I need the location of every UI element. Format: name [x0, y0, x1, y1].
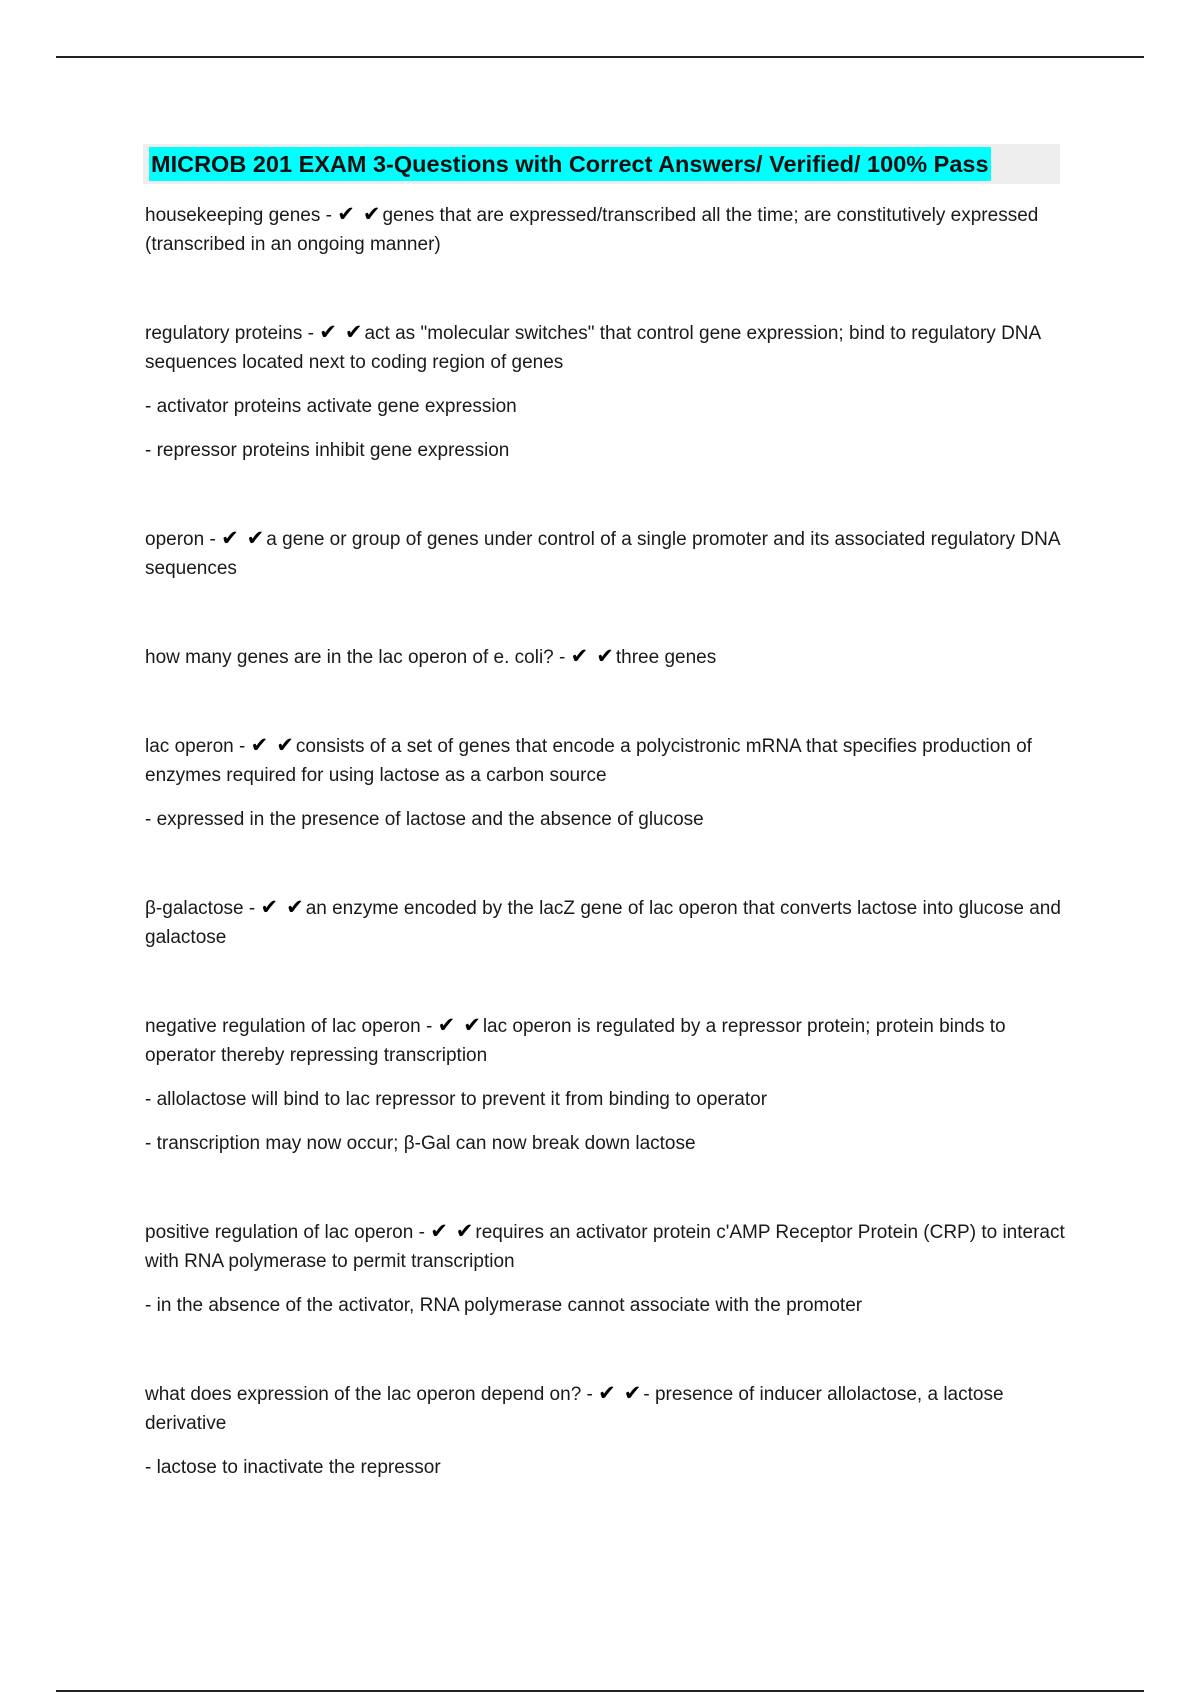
flashcard-note: - expressed in the presence of lactose and the absence of glucose [145, 809, 704, 830]
separator-dash: - [209, 529, 216, 550]
flashcard-question-answer [145, 524, 1075, 583]
separator-dash: - [418, 1222, 425, 1243]
flashcard-entry [145, 200, 1075, 259]
flashcard-note: - allolactose will bind to lac repressor to prevent it from binding to operator [145, 1089, 768, 1110]
flashcard-question-answer [145, 893, 1075, 952]
checkmark-icon: ✔ [570, 644, 589, 668]
flashcard-answer: three genes [615, 647, 717, 668]
flashcard-entry [145, 1011, 1075, 1158]
top-rule [56, 56, 1144, 58]
separator-dash: - [559, 647, 566, 668]
separator-dash: - [586, 1384, 593, 1405]
flashcard-answer: an enzyme encoded by the lacZ gene of lac operon that converts lactose into glucose and galactose [145, 898, 1061, 948]
flashcard-answer: - presence of inducer allolactose, a lactose derivative [145, 1384, 1004, 1434]
document-title: MICROB 201 EXAM 3-Questions with Correct Answers/ Verified/ 100% Pass [149, 147, 991, 181]
checkmark-icon: ✔ [246, 526, 265, 550]
flashcard-question-answer [145, 731, 1075, 790]
checkmark-icon: ✔ [623, 1381, 642, 1405]
flashcard-term: what does expression of the lac operon depend on? [145, 1384, 582, 1405]
flashcard-question-answer [145, 318, 1075, 377]
checkmark-icon: ✔ [260, 895, 279, 919]
flashcard-question-answer [145, 1379, 1075, 1438]
flashcard-term: lac operon [145, 736, 234, 757]
flashcard-answer: a gene or group of genes under control of a single promoter and its associated regulatory DNA sequences [145, 529, 1060, 579]
flashcard-answer: genes that are expressed/transcribed all the time; are constitutively expressed (transcribed in an ongoing manner) [145, 205, 1039, 255]
flashcard-term: operon [145, 529, 205, 550]
separator-dash: - [425, 1016, 433, 1037]
separator-dash: - [325, 205, 332, 226]
flashcard-question-answer [145, 200, 1075, 259]
checkmark-icon: ✔ [437, 1013, 456, 1037]
flashcard-note: - in the absence of the activator, RNA polymerase cannot associate with the promoter [145, 1295, 863, 1316]
flashcard-note: - transcription may now occur; β-Gal can now break down lactose [145, 1133, 696, 1154]
checkmark-icon: ✔ [463, 1013, 481, 1037]
flashcard-note: - lactose to inactivate the repressor [145, 1457, 441, 1478]
checkmark-icon: ✔ [319, 320, 337, 344]
checkmark-icon: ✔ [362, 202, 381, 226]
flashcard-term: housekeeping genes [145, 205, 321, 226]
flashcard-answer: act as "molecular switches" that control gene expression; bind to regulatory DNA sequences located next to coding region of genes [145, 323, 1041, 373]
flashcard-answer: consists of a set of genes that encode a polycistronic mRNA that specifies production of enzymes required for using lactose as a carbon source [145, 736, 1032, 786]
flashcard-list [145, 200, 1075, 1482]
checkmark-icon: ✔ [286, 895, 304, 919]
flashcard-note: - repressor proteins inhibit gene expression [145, 440, 510, 461]
separator-dash: - [248, 898, 256, 919]
flashcard-question-answer [145, 642, 1075, 672]
separator-dash: - [239, 736, 246, 757]
bottom-rule [56, 1690, 1144, 1692]
flashcard-term: positive regulation of lac operon [145, 1222, 414, 1243]
flashcard-term: regulatory proteins [145, 323, 303, 344]
flashcard-note: - activator proteins activate gene expression [145, 396, 517, 417]
checkmark-icon: ✔ [250, 733, 269, 757]
flashcard-term: β-galactose [145, 898, 244, 919]
checkmark-icon: ✔ [276, 733, 294, 757]
flashcard-entry [145, 731, 1075, 834]
flashcard-question-answer [145, 1217, 1075, 1276]
flashcard-answer: requires an activator protein c'AMP Receptor Protein (CRP) to interact with RNA polymerase to permit transcription [145, 1222, 1065, 1272]
flashcard-question-answer [145, 1011, 1075, 1070]
checkmark-icon: ✔ [344, 320, 363, 344]
flashcard-entry [145, 1379, 1075, 1482]
flashcard-entry [145, 1217, 1075, 1320]
checkmark-icon: ✔ [337, 202, 355, 226]
flashcard-entry [145, 893, 1075, 952]
title-bar [143, 144, 1060, 184]
checkmark-icon: ✔ [596, 644, 614, 668]
checkmark-icon: ✔ [221, 526, 239, 550]
checkmark-icon: ✔ [598, 1381, 616, 1405]
flashcard-term: negative regulation of lac operon [145, 1016, 421, 1037]
flashcard-entry [145, 318, 1075, 465]
flashcard-term: how many genes are in the lac operon of e. coli? [145, 647, 554, 668]
flashcard-answer: lac operon is regulated by a repressor protein; protein binds to operator thereby repressing transcription [145, 1016, 1006, 1066]
checkmark-icon: ✔ [455, 1219, 474, 1243]
separator-dash: - [307, 323, 314, 344]
flashcard-entry [145, 642, 1075, 672]
flashcard-entry [145, 524, 1075, 583]
checkmark-icon: ✔ [430, 1219, 448, 1243]
